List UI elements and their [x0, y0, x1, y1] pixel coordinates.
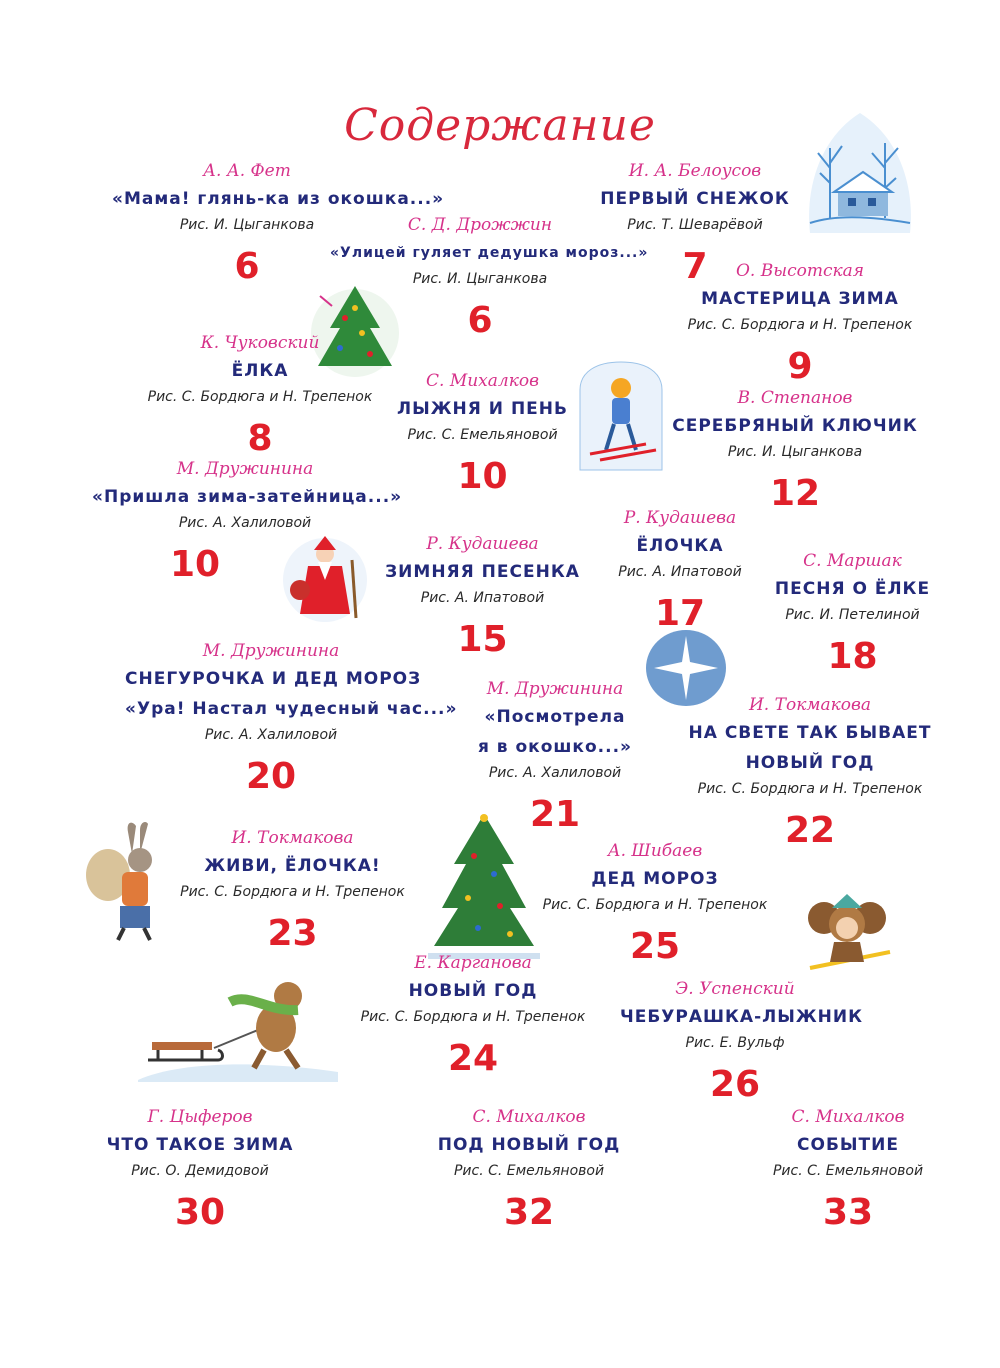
entry-author: И. Токмакова	[231, 828, 354, 848]
entry-illustrator: Рис. А. Ипатовой	[618, 564, 742, 580]
entry-author: Р. Кудашева	[623, 508, 737, 528]
entry-author: В. Степанов	[737, 388, 853, 408]
entry-illustrator: Рис. А. Ипатовой	[420, 590, 545, 606]
entry-subtitle: НОВЫЙ ГОД	[745, 753, 875, 773]
toc-entry[interactable]	[670, 385, 920, 517]
cheburashka-illustration	[800, 882, 895, 974]
entry-author: А. Шибаев	[607, 841, 703, 861]
entry-author: Р. Кудашева	[426, 534, 539, 554]
toc-entry[interactable]	[100, 1104, 300, 1236]
entry-title: ЗИМНЯЯ ПЕСЕНКА	[385, 562, 580, 582]
entry-author: С. Д. Дрожжин	[407, 215, 553, 235]
entry-author: И. Токмакова	[748, 695, 871, 715]
entry-page-number: 12	[769, 473, 821, 514]
entry-page-number: 6	[467, 300, 493, 341]
entry-illustrator: Рис. А. Халиловой	[204, 727, 338, 743]
entry-page-number: 6	[234, 246, 260, 287]
entry-page-number: 33	[822, 1192, 874, 1233]
entry-illustrator: Рис. И. Цыганкова	[179, 217, 315, 233]
entry-illustrator: Рис. С. Емельяновой	[772, 1163, 924, 1179]
entry-page-number: 24	[447, 1038, 499, 1079]
toc-entry[interactable]	[92, 456, 403, 588]
entry-page-number: 15	[457, 619, 508, 660]
toc-entry[interactable]	[390, 368, 575, 500]
entry-page-number: 7	[682, 246, 708, 287]
entry-author: С. Михалков	[472, 1107, 586, 1127]
entry-page-number: 8	[247, 418, 273, 459]
toc-entry[interactable]	[165, 825, 420, 957]
bear-sled-illustration	[138, 972, 338, 1082]
entry-illustrator: Рис. С. Бордюга и Н. Трепенок	[687, 317, 913, 333]
entry-subtitle: я в окошко...»	[477, 737, 633, 757]
entry-illustrator: Рис. С. Бордюга и Н. Трепенок	[360, 1009, 586, 1025]
entry-illustrator: Рис. С. Бордюга и Н. Трепенок	[180, 884, 405, 900]
entry-title: ЧЕБУРАШКА-ЛЫЖНИК	[620, 1007, 864, 1027]
entry-illustrator: Рис. О. Демидовой	[131, 1163, 269, 1179]
entry-illustrator: Рис. Т. Шеварёвой	[627, 217, 763, 233]
toc-entry[interactable]	[348, 950, 598, 1082]
toc-entry[interactable]	[430, 1104, 628, 1236]
toc-entry[interactable]	[125, 638, 458, 800]
entry-author: Э. Успенский	[675, 979, 795, 999]
entry-subtitle: «Ура! Настал чудесный час...»	[125, 699, 458, 719]
entry-author: М. Дружинина	[486, 679, 624, 699]
entry-author: А. А. Фет	[203, 161, 291, 181]
toc-entry[interactable]	[765, 548, 940, 680]
entry-page-number: 32	[503, 1192, 555, 1233]
entry-title: ЁЛКА	[231, 361, 289, 381]
entry-page-number: 22	[784, 810, 836, 851]
entry-author: С. Михалков	[791, 1107, 905, 1127]
entry-page-number: 10	[169, 544, 221, 585]
entry-title: НОВЫЙ ГОД	[408, 981, 538, 1001]
toc-entry[interactable]	[680, 692, 940, 854]
entry-author: С. Михалков	[426, 371, 539, 391]
entry-author: М. Дружинина	[176, 459, 314, 479]
entry-title: СОБЫТИЕ	[797, 1135, 899, 1155]
entry-author: М. Дружинина	[202, 641, 340, 661]
entry-title: ЛЫЖНЯ И ПЕНЬ	[397, 399, 568, 419]
entry-page-number: 30	[174, 1192, 226, 1233]
entry-title: «Пришла зима-затейница...»	[92, 487, 403, 507]
entry-illustrator: Рис. Е. Вульф	[685, 1035, 785, 1051]
contents-heading: Содержание	[344, 100, 656, 151]
entry-title: «Мама! глянь-ка из окошка...»	[112, 189, 445, 209]
toc-entry[interactable]	[125, 330, 395, 462]
toc-entry[interactable]	[605, 505, 755, 637]
entry-author: Е. Карганова	[414, 953, 532, 973]
entry-title: СЕРЕБРЯНЫЙ КЛЮЧИК	[672, 416, 918, 436]
toc-entry[interactable]	[470, 676, 640, 838]
entry-title: ЁЛОЧКА	[636, 536, 724, 556]
entry-illustrator: Рис. С. Бордюга и Н. Трепенок	[147, 389, 373, 405]
entry-page-number: 26	[709, 1064, 761, 1105]
entry-page-number: 25	[629, 926, 681, 967]
entry-page-number: 18	[827, 636, 878, 677]
entry-title: ПЕРВЫЙ СНЕЖОК	[600, 189, 790, 209]
entry-title: ПОД НОВЫЙ ГОД	[437, 1135, 621, 1155]
toc-entry[interactable]	[670, 258, 930, 390]
entry-title: ЧТО ТАКОЕ ЗИМА	[106, 1135, 294, 1155]
entry-page-number: 17	[654, 593, 706, 634]
entry-title: ПЕСНЯ О ЁЛКЕ	[774, 579, 931, 599]
entry-page-number: 23	[267, 913, 318, 954]
entry-page-number: 21	[529, 794, 581, 835]
toc-entry[interactable]	[620, 976, 864, 1108]
entry-illustrator: Рис. И. Петелиной	[785, 607, 920, 623]
entry-title: «Улицей гуляет дедушка мороз...»	[330, 245, 649, 261]
entry-title: ДЕД МОРОЗ	[591, 869, 719, 889]
entry-author: К. Чуковский	[200, 333, 320, 353]
entry-author: С. Маршак	[803, 551, 902, 571]
entry-title: «Посмотрела	[484, 707, 626, 727]
entry-illustrator: Рис. А. Халиловой	[178, 515, 312, 531]
entry-illustrator: Рис. И. Цыганкова	[412, 271, 548, 287]
entry-illustrator: Рис. С. Емельяновой	[407, 427, 558, 443]
entry-page-number: 9	[787, 346, 813, 387]
hare-illustration	[78, 820, 173, 945]
entry-title: МАСТЕРИЦА ЗИМА	[701, 289, 899, 309]
entry-illustrator: Рис. И. Цыганкова	[727, 444, 863, 460]
entry-author: О. Высотская	[735, 261, 865, 281]
entry-author: Г. Цыферов	[147, 1107, 253, 1127]
entry-author: И. А. Белоусов	[628, 161, 762, 181]
snowy-house-illustration	[800, 108, 920, 238]
entry-illustrator: Рис. С. Бордюга и Н. Трепенок	[542, 897, 768, 913]
entry-title: НА СВЕТЕ ТАК БЫВАЕТ	[688, 723, 932, 743]
entry-page-number: 20	[245, 756, 297, 797]
entry-illustrator: Рис. А. Халиловой	[488, 765, 622, 781]
toc-entry[interactable]	[758, 1104, 938, 1236]
entry-page-number: 10	[457, 456, 508, 497]
entry-title: ЖИВИ, ЁЛОЧКА!	[204, 856, 381, 876]
toc-entry[interactable]	[330, 212, 649, 344]
entry-illustrator: Рис. С. Емельяновой	[453, 1163, 605, 1179]
entry-illustrator: Рис. С. Бордюга и Н. Трепенок	[697, 781, 923, 797]
skier-illustration	[576, 360, 666, 472]
entry-title: СНЕГУРОЧКА И ДЕД МОРОЗ	[125, 669, 422, 689]
